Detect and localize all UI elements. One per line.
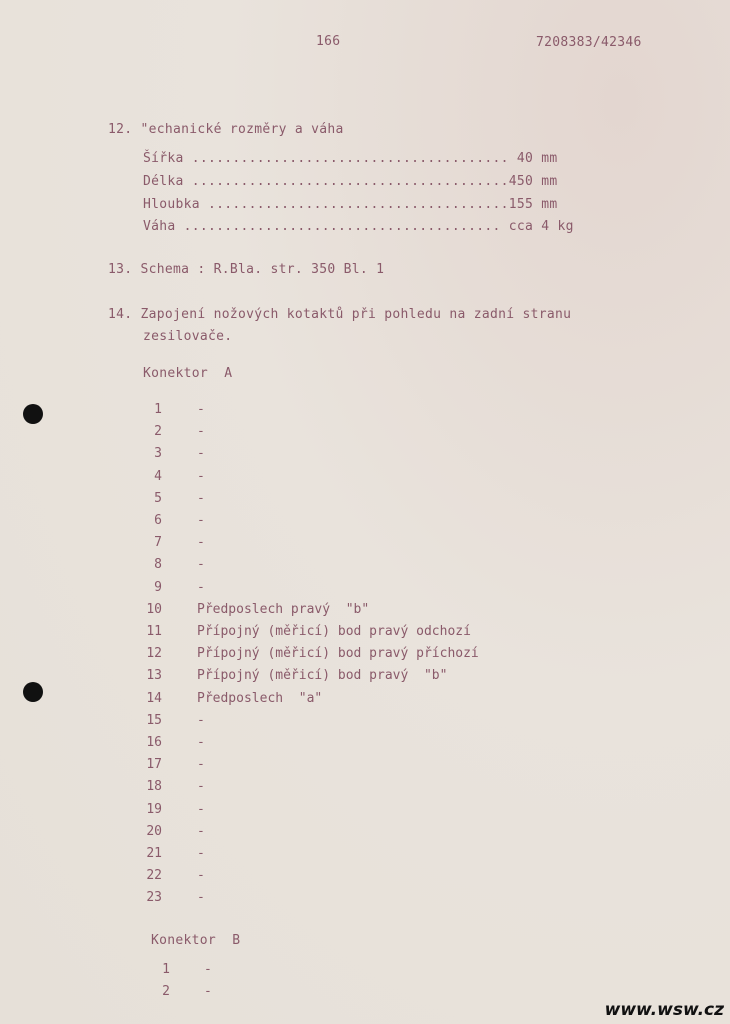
dimension-depth: Hloubka .....................................155 mm: [143, 197, 558, 212]
row-description: Přípojný (měřicí) bod pravý příchozí: [197, 646, 479, 662]
row-number: 13: [146, 668, 162, 684]
row-number: 7: [154, 535, 162, 551]
row-number: 18: [146, 779, 162, 795]
row-description: -: [197, 779, 205, 795]
row-number: 1: [154, 402, 162, 417]
row-number: 4: [154, 468, 162, 484]
row-description: Předposlech pravý "b": [197, 601, 370, 617]
row-number: 12: [146, 646, 162, 662]
row-number: 17: [146, 757, 162, 773]
row-description: -: [197, 801, 205, 817]
row-description: -: [197, 579, 205, 595]
row-description: -: [197, 846, 205, 861]
row-number: 3: [154, 446, 162, 462]
punch-hole: [23, 682, 43, 702]
punch-hole: [23, 404, 43, 424]
row-description: -: [197, 468, 205, 484]
row-description: Předposlech "a": [197, 690, 323, 706]
row-number: 23: [146, 890, 162, 906]
row-description: -: [197, 712, 205, 728]
row-description: -: [197, 446, 205, 462]
row-number: 22: [146, 868, 162, 884]
dimension-length: Délka .......................................450 mm: [143, 174, 558, 189]
dimension-weight: Váha ....................................... cca 4 kg: [143, 219, 574, 234]
row-number: 2: [162, 984, 170, 1000]
row-description: -: [197, 868, 205, 884]
row-number: 16: [146, 735, 162, 750]
row-description: Přípojný (měřicí) bod pravý "b": [197, 668, 448, 684]
row-description: -: [197, 557, 205, 573]
section-13: 13. Schema : R.Bla. str. 350 Bl. 1: [108, 262, 385, 277]
konektor-a-title: Konektor A: [143, 366, 233, 381]
row-number: 2: [154, 424, 162, 440]
row-description: -: [197, 735, 205, 750]
row-number: 20: [146, 823, 162, 839]
section-14-line2: zesilovače.: [143, 329, 233, 344]
document-code: 7208383/42346: [536, 35, 642, 50]
konektor-b-title: Konektor B: [151, 933, 241, 948]
section-14-line1: 14. Zapojení nožových kotaktů při pohledu na zadní stranu: [108, 307, 572, 322]
row-description: -: [197, 490, 205, 506]
row-number: 1: [162, 962, 170, 977]
row-description: -: [204, 962, 212, 977]
row-description: -: [197, 513, 205, 528]
row-number: 19: [146, 801, 162, 817]
row-description: -: [197, 890, 205, 906]
dimension-width: Šířka ....................................... 40 mm: [143, 151, 558, 166]
row-description: -: [197, 535, 205, 551]
row-number: 6: [154, 513, 162, 528]
row-number: 5: [154, 490, 162, 506]
row-number: 21: [146, 846, 162, 861]
row-number: 9: [154, 579, 162, 595]
row-number: 10: [146, 601, 162, 617]
section-12-title: 12. "echanické rozměry a váha: [108, 122, 344, 137]
row-number: 8: [154, 557, 162, 573]
row-description: Přípojný (měřicí) bod pravý odchozí: [197, 624, 471, 639]
row-description: -: [197, 424, 205, 440]
row-number: 11: [146, 624, 162, 639]
watermark: www.wsw.cz: [604, 1000, 724, 1020]
row-number: 14: [146, 690, 162, 706]
page-number: 166: [316, 34, 341, 49]
row-number: 15: [146, 712, 162, 728]
row-description: -: [197, 757, 205, 773]
row-description: -: [204, 984, 212, 1000]
row-description: -: [197, 402, 205, 417]
row-description: -: [197, 823, 205, 839]
